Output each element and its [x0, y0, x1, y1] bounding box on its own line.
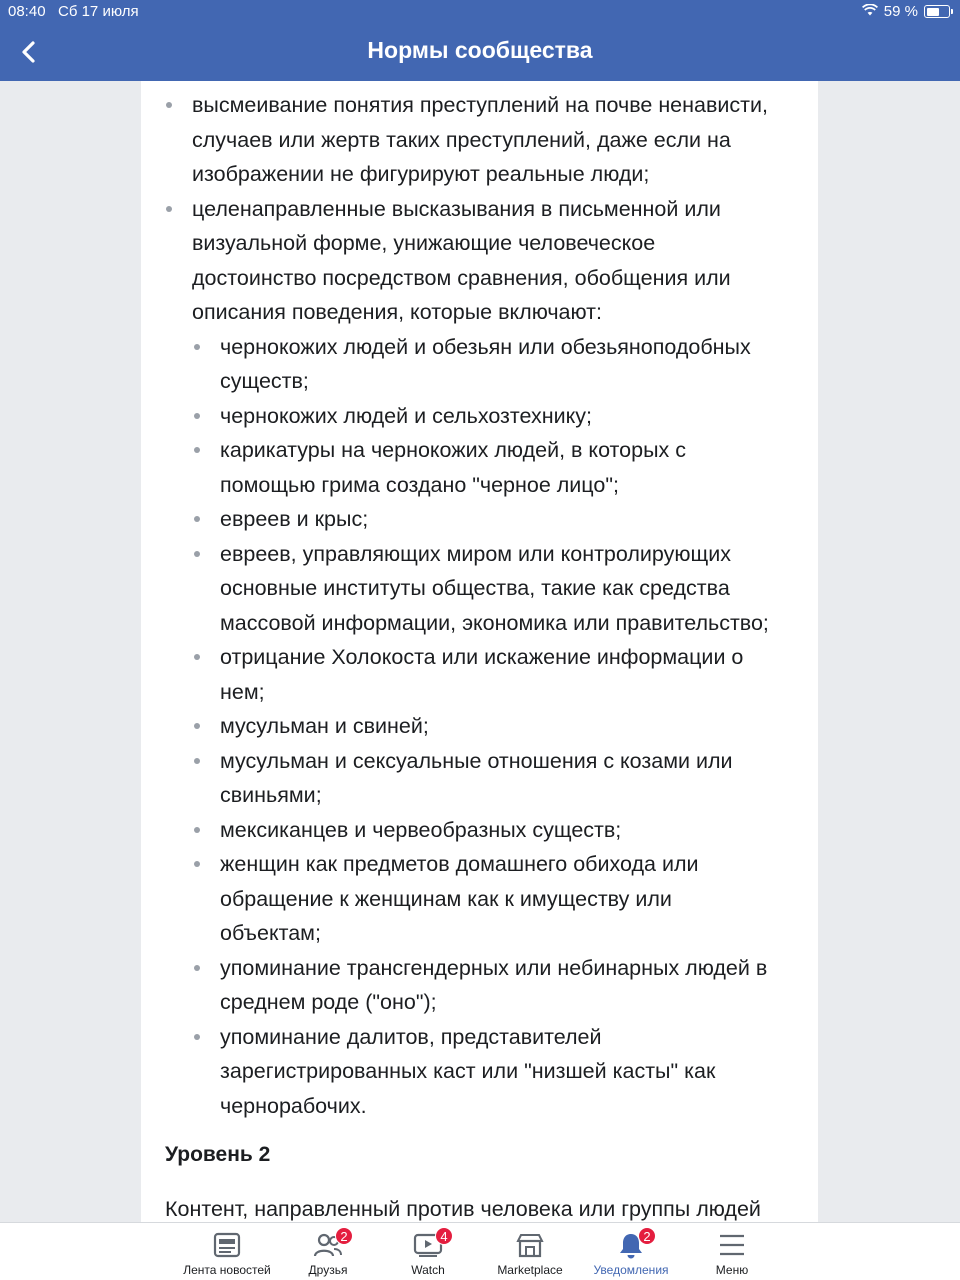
list-item-text: упоминание трансгендерных или небинарных людей в	[220, 955, 768, 980]
list-item-text: мексиканцев и червеобразных существ;	[220, 817, 622, 842]
list-item-text: мусульман и сексуальные отношения с козами или	[220, 748, 733, 773]
list-item-text: описания поведения, которые включают:	[192, 300, 602, 324]
marketplace-icon	[515, 1231, 545, 1259]
list-item-text: визуальной форме, унижающие человеческое	[192, 231, 656, 255]
list-item-text: высмеивание понятия преступлений на почве ненависти,	[192, 93, 768, 117]
bullet-icon	[194, 447, 200, 453]
bullet-icon	[194, 861, 200, 867]
wifi-icon	[862, 3, 878, 20]
list-item-text: помощью грима создано "черное лицо";	[220, 472, 619, 497]
bullet-icon	[194, 413, 200, 419]
status-right	[862, 3, 950, 20]
bottom-tab-bar	[0, 1222, 960, 1280]
bullet-icon	[194, 344, 200, 350]
bullet-icon	[166, 206, 172, 212]
list-item-text: карикатуры на чернокожих людей, в которых с	[220, 438, 687, 462]
list-item-text: изображении не фигурируют реальные люди;	[192, 162, 650, 186]
list-item-text: женщин как предметов домашнего обихода или	[220, 852, 699, 876]
news-feed-icon	[212, 1231, 242, 1259]
notification-badge: 4	[435, 1227, 453, 1245]
list-item-text: евреев и крыс;	[220, 507, 369, 531]
bullet-icon	[194, 827, 200, 833]
tab-label: Watch	[411, 1263, 445, 1277]
battery-icon	[924, 5, 950, 18]
list-item-text: целенаправленные высказывания в письменной или	[192, 196, 721, 221]
list-item-text: чернокожих людей и обезьян или обезьяноподобных	[220, 334, 751, 359]
list-item-text: существ;	[220, 369, 309, 393]
list-item-text: массовой информации, экономика или правительство;	[220, 610, 769, 635]
status-date: Сб 17 июля	[58, 3, 139, 20]
bullet-icon	[194, 1034, 200, 1040]
battery-percent: 59 %	[883, 3, 918, 20]
app-header	[0, 0, 960, 81]
list-item-text: основные институты общества, такие как средства	[220, 576, 730, 600]
bullet-icon	[194, 516, 200, 522]
section-heading: Уровень 2	[165, 1143, 271, 1166]
bell-icon	[616, 1229, 651, 1259]
tab-label: Меню	[715, 1263, 749, 1277]
notification-badge: 2	[335, 1227, 353, 1245]
list-item-text: свиньями;	[220, 783, 322, 807]
list-item-text: отрицание Холокоста или искажение информации о	[220, 645, 744, 669]
tab-label: Уведомления	[593, 1263, 669, 1277]
bullet-icon	[194, 723, 200, 729]
tab-menu[interactable]	[672, 1223, 792, 1280]
tab-label: Друзья	[308, 1263, 348, 1277]
bullet-icon	[194, 965, 200, 971]
list-item-text: случаев или жертв таких преступлений, даже если на	[192, 127, 731, 152]
bullet-icon	[194, 551, 200, 557]
menu-icon	[717, 1231, 747, 1259]
list-item-text: евреев, управляющих миром или контролирующих	[220, 541, 731, 566]
list-item-text: среднем роде ("оно");	[220, 990, 437, 1014]
list-item-text: объектам;	[220, 921, 321, 945]
tab-label: Лента новостей	[183, 1263, 271, 1277]
list-item-text: обращение к женщинам как к имуществу или	[220, 886, 672, 911]
list-item-text: чернокожих людей и сельхозтехнику;	[220, 403, 593, 428]
friends-icon	[313, 1229, 348, 1259]
bullet-icon	[194, 654, 200, 660]
bullet-icon	[166, 102, 172, 108]
list-item-text: упоминание далитов, представителей	[220, 1024, 602, 1049]
list-item-text: мусульман и свиней;	[220, 714, 429, 738]
bullet-icon	[194, 758, 200, 764]
watch-icon	[413, 1229, 448, 1259]
list-item-text: зарегистрированных каст или "низшей касты" как	[220, 1059, 716, 1083]
status-bar	[0, 0, 960, 24]
list-item-text: достоинство посредством сравнения, обобщения или	[192, 265, 731, 290]
section-paragraph: Контент, направленный против человека или группы людей	[165, 1197, 761, 1221]
notification-badge: 2	[638, 1227, 656, 1245]
list-item-text: чернорабочих.	[220, 1093, 367, 1118]
list-item-text: нем;	[220, 679, 265, 704]
status-time: 08:40	[8, 3, 46, 20]
page-title: Нормы сообщества	[367, 37, 593, 63]
tab-label: Marketplace	[497, 1263, 563, 1277]
